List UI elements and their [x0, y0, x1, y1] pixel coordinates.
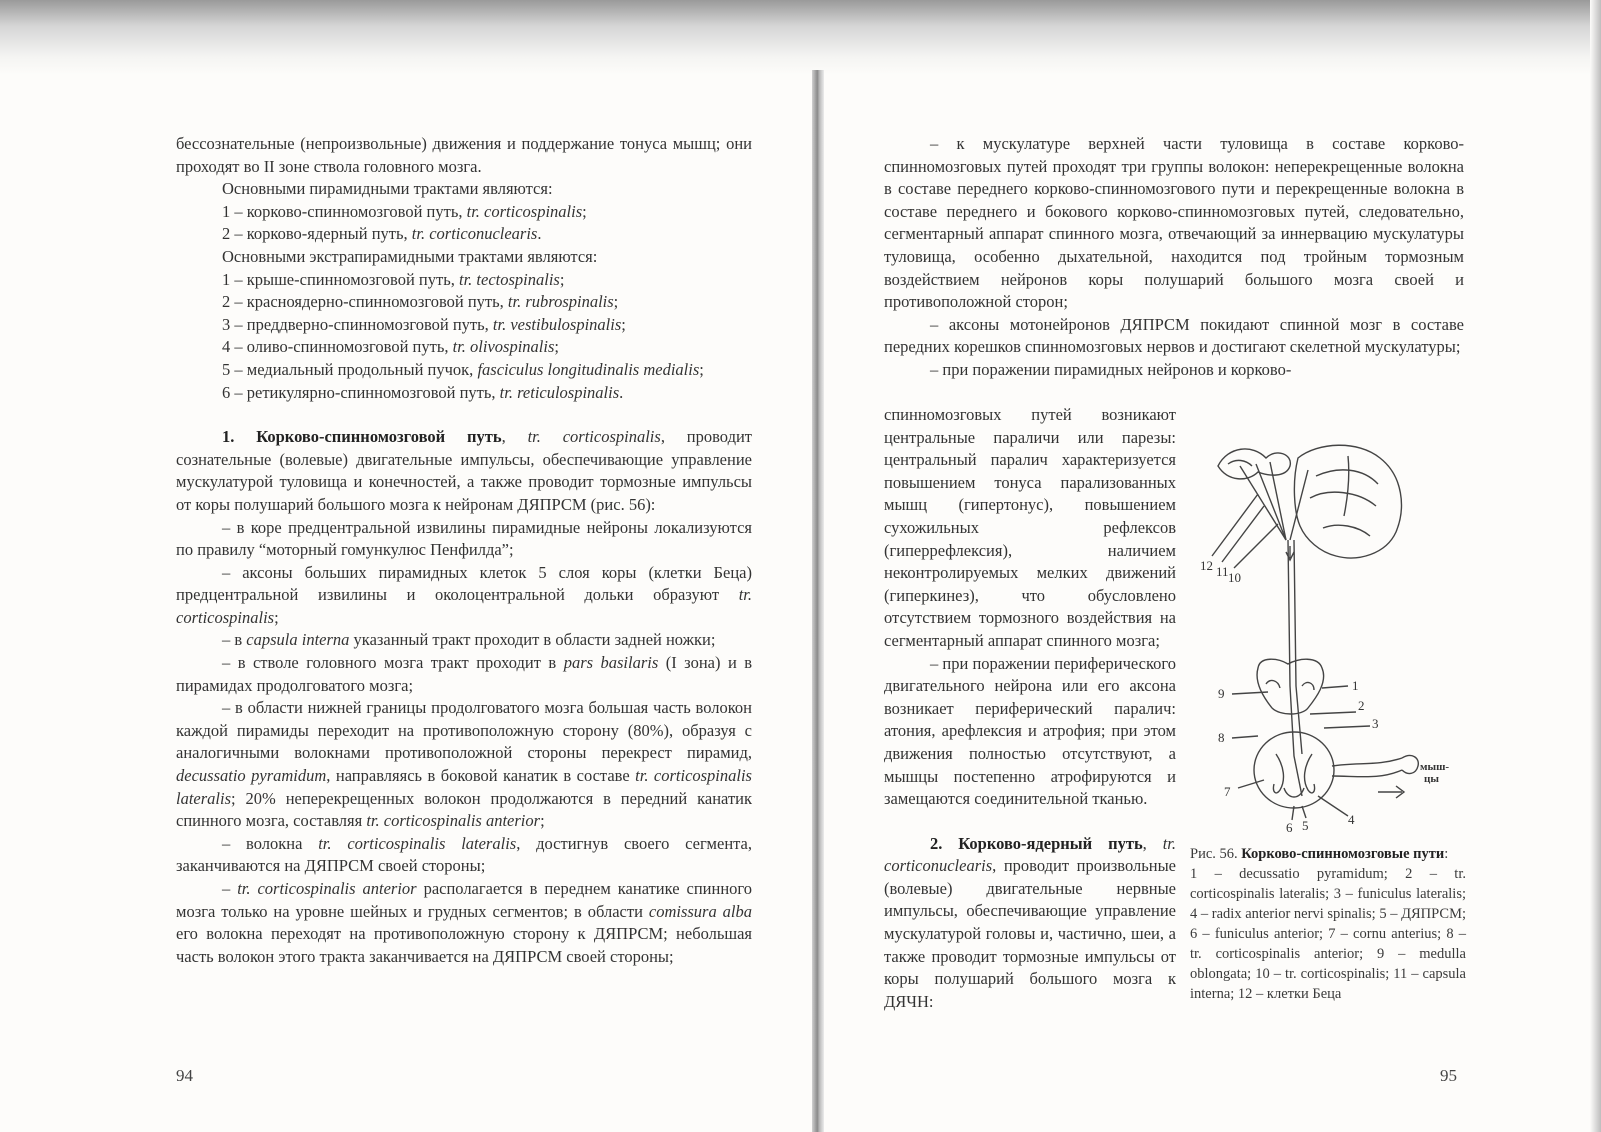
section-1-title: 1. Корково-спинномозговой путь	[222, 427, 502, 447]
fig-label-muscles-2: цы	[1424, 773, 1439, 785]
bullet-4: – в стволе головного мозга тракт проходит в pars basilaris (I зона) и в пирамидах продолговатого мозга;	[176, 653, 753, 695]
extrapyramidal-item-1: 1 – крыше-спинномозговой путь, tr. tectospinalis;	[222, 269, 565, 289]
intro-paragraph: бессознательные (непроизвольные) движения и поддержание тонуса мышц; они проходят во II зоне ствола головного мозга.	[176, 134, 752, 176]
caption-legend: 1 – decussatio pyramidum; 2 – tr. corticospinalis lateralis; 3 – funiculus lateralis; 4 – radix anterior nervi spinalis; 5 – ДЯПРСМ; 6 – funiculus anterior; 7 – cornu anterius; 8 – tr. corticospinalis anterior; 9 – medulla oblongata; 10 – tr. corticospinalis; 11 – capsula interna; 12 – клетки Беца	[1190, 866, 1466, 1002]
pyramidal-item-2: 2 – корково-ядерный путь, tr. corticonuclearis.	[222, 224, 542, 244]
fig-label-6: 6	[1286, 820, 1293, 835]
right-page-text-wrapped	[884, 404, 1176, 1013]
left-page-text	[176, 133, 752, 968]
extrapyramidal-heading: Основными экстрапирамидными трактами являются:	[222, 246, 598, 266]
fig-label-8: 8	[1218, 730, 1225, 745]
page-number-right: 95	[1440, 1066, 1457, 1085]
right-page-text-top	[884, 133, 1464, 382]
page-number-left: 94	[176, 1066, 193, 1085]
bullet-2: – аксоны больших пирамидных клеток 5 слоя коры (клетки Беца) предцентральной извилины и околоцентральной дольки образуют tr. corticospinalis;	[176, 562, 752, 627]
section-2-title: 2. Корково-ядерный путь	[930, 833, 1143, 853]
section-1-paragraph: 1. Корково-спинномозговой путь, tr. corticospinalis, проводит сознательные (волевые) двигательные импульсы, обеспечивающие управление мускулатурой туловища и конечностей, а также проводит тормозные импульсы от коры полушарий большого мозга к нейронам ДЯПРСМ (рис. 56):	[176, 427, 753, 514]
caption-prefix: Рис. 56.	[1190, 846, 1242, 862]
extrapyramidal-item-2: 2 – красноядерно-спинномозговой путь, tr. rubrospinalis;	[222, 292, 619, 312]
fig-label-1: 1	[1352, 678, 1359, 693]
page-edge-shadow	[1590, 0, 1601, 1132]
fig-label-muscles-1: мыш-	[1420, 761, 1450, 773]
figure-56-caption: Рис. 56. Корково-спинномозговые пути: 1 – decussatio pyramidum; 2 – tr. corticospinalis lateralis; 3 – funiculus lateralis; 4 – radix anterior nervi spinalis; 5 – ДЯПРСМ; 6 – funiculus anterior; 7 – cornu anterius; 8 – tr. corticospinalis anterior; 9 – medulla oblongata; 10 – tr. corticospinalis; 11 – capsula interna; 12 – клетки Беца	[1190, 846, 1466, 1002]
bullet-5: – в области нижней границы продолговатого мозга большая часть волокон каждой пирамиды переходит на противоположную сторону (80%), образуя с аналогичными волокнами противоположной стороны перекрест пирамид, decussatio pyramidum, направляясь в боковой канатик в составе tr. corticospinalis lateralis; 20% неперекрещенных волокон продолжаются в передний канатик спинного мозга, составляя tr. corticospinalis anterior;	[176, 698, 752, 831]
spinal-nerve	[1332, 758, 1402, 766]
bullet-3: – в capsula interna указанный тракт проходит в области задней ножки;	[222, 630, 716, 650]
figure-56-diagram	[1198, 436, 1476, 836]
fig-label-3: 3	[1372, 716, 1379, 731]
right-bullet-2: – аксоны мотонейронов ДЯПРСМ покидают спинной мозг в составе передних корешков спинномозговых нервов и достигают скелетной мускулатуры;	[884, 314, 1464, 357]
extrapyramidal-item-4: 4 – оливо-спинномозговой путь, tr. olivospinalis;	[222, 337, 559, 357]
extrapyramidal-item-5: 5 – медиальный продольный пучок, fasciculus longitudinalis medialis;	[222, 359, 704, 379]
page-top-shadow	[0, 0, 1601, 75]
right-bullet-1: – к мускулатуре верхней части туловища в составе корково-спинномозговых путей проходят три группы волокон: неперекрещенные волокна в составе переднего корково-спинномозгового пути и перекрещенные волокна в составе переднего и бокового корково-спинномозговых путей, следовательно, сегментарный аппарат спинного мозга, отвечающий за иннервацию мускулатуры туловища, особенно дыхательной, находится под тройным тормозным воздействием нейронов коры полушарий большого мозга своей и противоположной сторон;	[884, 134, 1464, 312]
fig-label-10: 10	[1228, 570, 1241, 585]
bullet-7: – tr. corticospinalis anterior располагается в переднем канатике спинного мозга только на уровне шейных и грудных сегментов; в области comissura alba его волокна переходят на противоположную сторону к ДЯПРСМ; небольшая часть волокон этого тракта заканчивается на ДЯПРСМ своей стороны;	[176, 879, 753, 966]
right-bullet-3-rest: спинномозговых путей возникают центральные параличи или парезы: центральный паралич характеризуется повышением тонуса парализованных мышц (гипертонус), повышением сухожильных рефлексов (гиперрефлексия), наличием неконтролируемых мелких движений (гиперкинез), что обусловлено отсутствием тормозного воздействия на сегментарный аппарат спинного мозга;	[884, 405, 1176, 650]
extrapyramidal-item-6: 6 – ретикулярно-спинномозговой путь, tr. reticulospinalis.	[222, 382, 624, 402]
fig-label-4: 4	[1348, 812, 1355, 827]
right-bullet-4: – при поражении периферического двигательного нейрона или его аксона возникает периферический паралич: атония, арефлексия и атрофия; при этом движения полностью отсутствуют, а мышцы постепенно атрофируются и замещаются соединительной тканью.	[884, 653, 1176, 809]
bullet-1: – в коре предцентральной извилины пирамидные нейроны локализуются по правилу “моторный гомункулюс Пенфилда”;	[176, 517, 752, 560]
right-bullet-3-first-line: – при поражении пирамидных нейронов и корково-	[930, 359, 1292, 379]
bullet-6: – волокна tr. corticospinalis lateralis, достигнув своего сегмента, заканчиваются на ДЯПРСМ своей стороны;	[176, 833, 753, 876]
fig-label-12: 12	[1200, 558, 1213, 573]
pyramidal-heading: Основными пирамидными трактами являются:	[222, 179, 553, 199]
caption-title: Корково-спинномозговые пути	[1241, 846, 1445, 862]
pyramidal-item-1: 1 – корково-спинномозговой путь, tr. corticospinalis;	[222, 201, 587, 221]
section-2-paragraph: 2. Корково-ядерный путь, tr. corticonuclearis, проводит произвольные (волевые) двигательные нервные импульсы, обеспечивающие управление мускулатурой головы и, частично, шеи, а также проводит тормозные импульсы от коры полушарий большого мозга к ДЯЧН:	[884, 833, 1177, 1011]
fig-label-7: 7	[1224, 784, 1231, 799]
book-spine	[812, 70, 824, 1132]
fig-label-9: 9	[1218, 686, 1225, 701]
fig-label-11: 11	[1216, 564, 1229, 579]
fig-label-5: 5	[1302, 818, 1309, 833]
extrapyramidal-item-3: 3 – преддверно-спинномозговой путь, tr. vestibulospinalis;	[222, 314, 626, 334]
fig-label-2: 2	[1358, 698, 1365, 713]
